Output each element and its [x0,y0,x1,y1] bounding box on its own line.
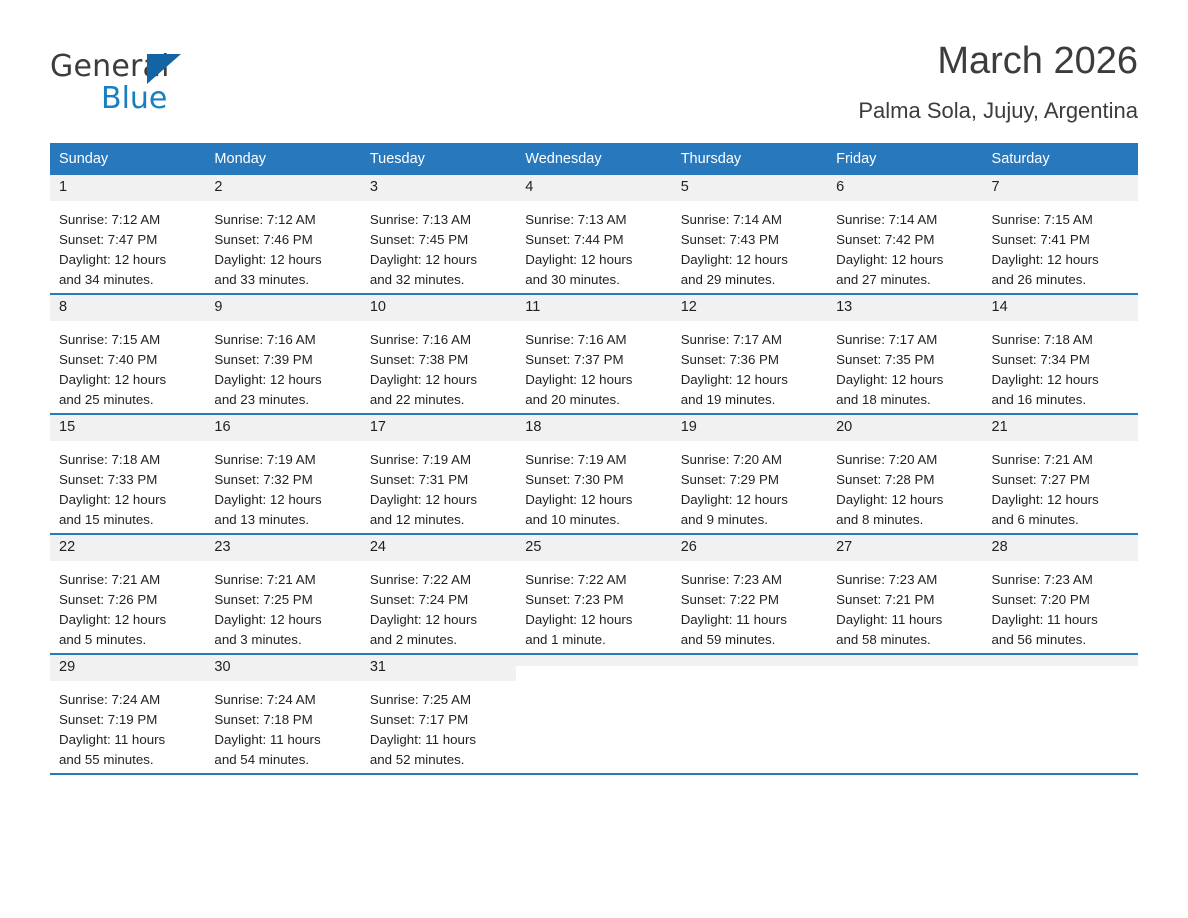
daylight-text-line2: and 30 minutes. [525,272,620,288]
daylight-text-line1: Daylight: 12 hours [991,491,1099,507]
day-number: 4 [516,175,671,201]
sunrise-text: Sunrise: 7:15 AM [59,331,161,347]
day-cell[interactable] [361,175,516,294]
sunset-text: Sunset: 7:39 PM [214,351,313,367]
daylight-text-line2: and 56 minutes. [991,632,1087,648]
day-details [827,321,982,411]
day-details [205,441,360,531]
sunrise-text: Sunrise: 7:12 AM [59,211,161,227]
sunrise-text: Sunrise: 7:14 AM [836,211,938,227]
day-number: 16 [205,415,360,441]
weekday-header-row [50,143,1138,175]
day-number: 24 [361,535,516,561]
day-cell[interactable] [516,294,671,414]
sunrise-text: Sunrise: 7:17 AM [680,331,782,347]
day-number: 5 [672,175,827,201]
day-cell[interactable] [50,414,205,534]
day-details [205,561,360,651]
day-number: 14 [983,295,1138,321]
daylight-text-line2: and 19 minutes. [680,392,776,408]
logo-text-blue: Blue [101,81,168,116]
daylight-text-line2: and 2 minutes. [369,632,458,648]
sunrise-text: Sunrise: 7:24 AM [214,691,316,707]
sunrise-text: Sunrise: 7:19 AM [369,451,472,467]
day-cell[interactable] [50,534,205,654]
daylight-text-line2: and 20 minutes. [525,392,620,408]
daylight-text-line2: and 18 minutes. [836,392,931,408]
daylight-text-line2: and 55 minutes. [59,752,154,768]
sunset-text: Sunset: 7:33 PM [59,471,158,487]
sunset-text: Sunset: 7:25 PM [214,591,313,607]
daylight-text-line2: and 16 minutes. [991,392,1087,408]
day-cell[interactable] [50,654,205,774]
day-number: 22 [50,535,205,561]
day-details [205,201,360,291]
daylight-text-line2: and 23 minutes. [214,392,310,408]
sunrise-text: Sunrise: 7:23 AM [836,571,938,587]
daylight-text-line1: Daylight: 12 hours [369,251,478,267]
daylight-text-line1: Daylight: 12 hours [59,251,167,267]
sunrise-text: Sunrise: 7:23 AM [680,571,782,587]
day-details [361,441,516,531]
day-number: 12 [672,295,827,321]
day-cell[interactable] [50,294,205,414]
daylight-text-line1: Daylight: 12 hours [680,371,788,387]
day-number: 31 [361,655,516,681]
weekday-header-tuesday: Tuesday [361,143,516,175]
sunrise-text: Sunrise: 7:14 AM [680,211,782,227]
day-details [361,681,516,771]
sunrise-text: Sunrise: 7:21 AM [991,451,1093,467]
logo-text-general: General [50,49,170,84]
day-details [983,561,1138,651]
daylight-text-line1: Daylight: 12 hours [525,611,633,627]
day-cell[interactable] [827,175,982,294]
daylight-text-line1: Daylight: 12 hours [214,251,322,267]
daylight-text-line2: and 58 minutes. [836,632,931,648]
sunrise-text: Sunrise: 7:21 AM [214,571,316,587]
day-number-blank [672,655,827,666]
sunset-text: Sunset: 7:21 PM [836,591,935,607]
daylight-text-line2: and 6 minutes. [991,512,1079,528]
sunrise-text: Sunrise: 7:13 AM [525,211,627,227]
day-cell[interactable] [672,534,827,654]
daylight-text-line1: Daylight: 12 hours [214,491,322,507]
weekday-header-saturday: Saturday [983,143,1138,175]
day-cell[interactable] [205,175,360,294]
day-cell[interactable] [205,534,360,654]
day-cell[interactable] [205,294,360,414]
table-row [50,294,1138,414]
sunrise-text: Sunrise: 7:22 AM [369,571,472,587]
daylight-text-line2: and 3 minutes. [214,632,302,648]
day-details [516,561,671,651]
daylight-text-line1: Daylight: 12 hours [525,491,633,507]
day-cell-empty [516,654,671,774]
day-number: 10 [361,295,516,321]
day-number: 23 [205,535,360,561]
weekday-header-friday: Friday [827,143,982,175]
weekday-header-monday: Monday [205,143,360,175]
sunset-text: Sunset: 7:44 PM [525,231,624,247]
sunset-text: Sunset: 7:41 PM [991,231,1090,247]
sunset-text: Sunset: 7:30 PM [525,471,624,487]
daylight-text-line1: Daylight: 12 hours [59,371,167,387]
day-details [827,201,982,291]
daylight-text-line2: and 32 minutes. [369,272,465,288]
daylight-text-line2: and 10 minutes. [525,512,620,528]
daylight-text-line1: Daylight: 11 hours [680,611,787,627]
day-details [50,561,205,651]
day-number: 3 [361,175,516,201]
day-number: 9 [205,295,360,321]
daylight-text-line1: Daylight: 12 hours [525,251,633,267]
daylight-text-line2: and 22 minutes. [369,392,465,408]
page-header [50,40,1138,126]
day-details [516,441,671,531]
day-number: 21 [983,415,1138,441]
daylight-text-line1: Daylight: 11 hours [991,611,1098,627]
day-details [672,201,827,291]
sunset-text: Sunset: 7:34 PM [991,351,1090,367]
daylight-text-line1: Daylight: 12 hours [369,611,478,627]
day-details [50,321,205,411]
daylight-text-line2: and 25 minutes. [59,392,154,408]
day-details [827,561,982,651]
day-details [205,321,360,411]
day-cell-empty [672,654,827,774]
sunset-text: Sunset: 7:27 PM [991,471,1090,487]
sunset-text: Sunset: 7:20 PM [991,591,1090,607]
general-blue-logo [50,40,290,114]
day-details [516,201,671,291]
daylight-text-line2: and 8 minutes. [836,512,924,528]
sunrise-text: Sunrise: 7:17 AM [836,331,938,347]
daylight-text-line1: Daylight: 12 hours [991,371,1099,387]
daylight-text-line1: Daylight: 11 hours [369,731,477,747]
day-number: 7 [983,175,1138,201]
day-number: 28 [983,535,1138,561]
day-cell[interactable] [983,294,1138,414]
day-cell[interactable] [205,414,360,534]
day-cell[interactable] [205,654,360,774]
sunset-text: Sunset: 7:47 PM [59,231,158,247]
sunset-text: Sunset: 7:19 PM [59,711,158,727]
day-number: 30 [205,655,360,681]
sunset-text: Sunset: 7:36 PM [680,351,779,367]
daylight-text-line1: Daylight: 12 hours [836,491,944,507]
day-cell[interactable] [516,175,671,294]
day-details [361,561,516,651]
day-details [672,561,827,651]
table-row [50,414,1138,534]
sunrise-text: Sunrise: 7:19 AM [214,451,316,467]
sunrise-text: Sunrise: 7:12 AM [214,211,316,227]
sunrise-text: Sunrise: 7:22 AM [525,571,627,587]
sunset-text: Sunset: 7:35 PM [836,351,935,367]
sunset-text: Sunset: 7:29 PM [680,471,779,487]
triangle-icon [147,54,181,84]
day-number: 18 [516,415,671,441]
daylight-text-line1: Daylight: 12 hours [680,491,788,507]
sunset-text: Sunset: 7:38 PM [369,351,469,367]
sunrise-text: Sunrise: 7:15 AM [991,211,1093,227]
day-cell[interactable] [827,534,982,654]
day-number: 17 [361,415,516,441]
sunrise-text: Sunrise: 7:21 AM [59,571,161,587]
day-number-blank [827,655,982,666]
daylight-text-line2: and 54 minutes. [214,752,310,768]
sunrise-text: Sunrise: 7:23 AM [991,571,1093,587]
day-details [205,681,360,771]
day-number-blank [983,655,1138,666]
day-cell[interactable] [827,414,982,534]
weekday-header-sunday: Sunday [50,143,205,175]
sunset-text: Sunset: 7:22 PM [680,591,779,607]
daylight-text-line2: and 52 minutes. [369,752,465,768]
day-details [516,321,671,411]
day-details [672,441,827,531]
day-number: 26 [672,535,827,561]
sunrise-text: Sunrise: 7:16 AM [525,331,627,347]
sunrise-text: Sunrise: 7:25 AM [369,691,472,707]
day-cell[interactable] [672,294,827,414]
sunset-text: Sunset: 7:37 PM [525,351,624,367]
day-details [50,201,205,291]
sunset-text: Sunset: 7:43 PM [680,231,779,247]
sunrise-sunset-calendar [50,143,1138,775]
sunset-text: Sunset: 7:40 PM [59,351,158,367]
sunset-text: Sunset: 7:24 PM [369,591,469,607]
title-block [858,40,1138,124]
daylight-text-line2: and 9 minutes. [680,512,768,528]
day-number: 29 [50,655,205,681]
day-details [983,321,1138,411]
sunset-text: Sunset: 7:42 PM [836,231,935,247]
day-cell[interactable] [516,534,671,654]
day-number: 1 [50,175,205,201]
sunset-text: Sunset: 7:18 PM [214,711,313,727]
day-cell-empty [827,654,982,774]
daylight-text-line2: and 1 minute. [525,632,606,648]
day-number: 19 [672,415,827,441]
daylight-text-line1: Daylight: 12 hours [214,611,322,627]
daylight-text-line2: and 12 minutes. [369,512,465,528]
day-number: 8 [50,295,205,321]
day-details [50,441,205,531]
sunset-text: Sunset: 7:45 PM [369,231,469,247]
day-cell[interactable] [361,414,516,534]
day-details [983,201,1138,291]
day-number: 20 [827,415,982,441]
daylight-text-line2: and 59 minutes. [680,632,776,648]
day-number-blank [516,655,671,666]
daylight-text-line2: and 15 minutes. [59,512,154,528]
sunrise-text: Sunrise: 7:16 AM [214,331,316,347]
day-number: 2 [205,175,360,201]
sunset-text: Sunset: 7:23 PM [525,591,624,607]
day-cell[interactable] [983,175,1138,294]
daylight-text-line1: Daylight: 12 hours [369,491,478,507]
day-cell[interactable] [50,175,205,294]
table-row [50,534,1138,654]
day-number: 13 [827,295,982,321]
daylight-text-line1: Daylight: 11 hours [836,611,943,627]
day-cell[interactable] [983,414,1138,534]
sunrise-text: Sunrise: 7:24 AM [59,691,161,707]
sunset-text: Sunset: 7:17 PM [369,711,469,727]
daylight-text-line2: and 26 minutes. [991,272,1087,288]
daylight-text-line1: Daylight: 11 hours [59,731,166,747]
sunrise-text: Sunrise: 7:18 AM [59,451,161,467]
daylight-text-line2: and 5 minutes. [59,632,147,648]
daylight-text-line1: Daylight: 12 hours [369,371,478,387]
day-cell[interactable] [672,414,827,534]
daylight-text-line1: Daylight: 12 hours [59,491,167,507]
day-cell-empty [983,654,1138,774]
sunset-text: Sunset: 7:31 PM [369,471,469,487]
day-cell[interactable] [827,294,982,414]
day-details [50,681,205,771]
sunset-text: Sunset: 7:46 PM [214,231,313,247]
day-cell[interactable] [672,175,827,294]
sunrise-text: Sunrise: 7:20 AM [680,451,782,467]
daylight-text-line1: Daylight: 12 hours [59,611,167,627]
table-row [50,654,1138,774]
day-cell[interactable] [361,654,516,774]
day-number: 25 [516,535,671,561]
daylight-text-line1: Daylight: 12 hours [214,371,322,387]
sunrise-text: Sunrise: 7:18 AM [991,331,1093,347]
weekday-header-wednesday: Wednesday [516,143,671,175]
day-number: 11 [516,295,671,321]
daylight-text-line1: Daylight: 12 hours [680,251,788,267]
day-number: 6 [827,175,982,201]
sunset-text: Sunset: 7:28 PM [836,471,935,487]
daylight-text-line2: and 27 minutes. [836,272,931,288]
weekday-header-thursday: Thursday [672,143,827,175]
day-details [672,321,827,411]
day-details [361,321,516,411]
sunrise-text: Sunrise: 7:13 AM [369,211,472,227]
sunrise-text: Sunrise: 7:19 AM [525,451,627,467]
daylight-text-line2: and 34 minutes. [59,272,154,288]
daylight-text-line2: and 33 minutes. [214,272,310,288]
sunrise-text: Sunrise: 7:20 AM [836,451,938,467]
sunrise-text: Sunrise: 7:16 AM [369,331,472,347]
day-cell[interactable] [361,534,516,654]
daylight-text-line2: and 29 minutes. [680,272,776,288]
page-title: March 2026 [937,40,1138,82]
day-cell[interactable] [983,534,1138,654]
day-cell[interactable] [516,414,671,534]
table-row [50,175,1138,294]
day-details [361,201,516,291]
daylight-text-line2: and 13 minutes. [214,512,310,528]
sunset-text: Sunset: 7:32 PM [214,471,313,487]
sunset-text: Sunset: 7:26 PM [59,591,158,607]
location-subtitle: Palma Sola, Jujuy, Argentina [858,97,1138,123]
day-cell[interactable] [361,294,516,414]
daylight-text-line1: Daylight: 12 hours [836,251,944,267]
day-number: 27 [827,535,982,561]
day-details [827,441,982,531]
daylight-text-line1: Daylight: 12 hours [991,251,1099,267]
day-number: 15 [50,415,205,441]
daylight-text-line1: Daylight: 11 hours [214,731,321,747]
daylight-text-line1: Daylight: 12 hours [836,371,944,387]
day-details [983,441,1138,531]
daylight-text-line1: Daylight: 12 hours [525,371,633,387]
